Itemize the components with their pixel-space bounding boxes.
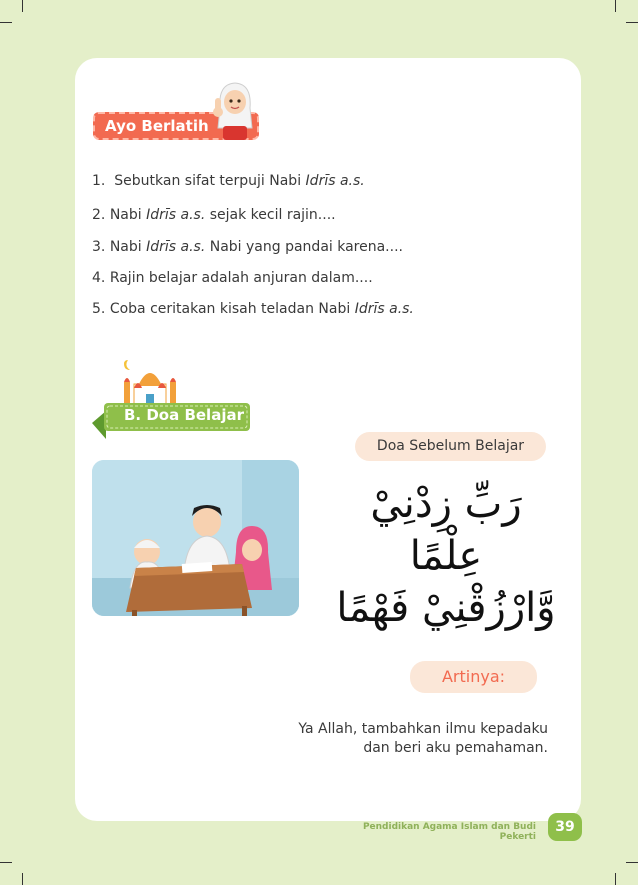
arabic-prayer xyxy=(330,478,562,631)
mosque-icon xyxy=(118,352,182,408)
question-text-after: Nabi yang pandai karena.... xyxy=(209,239,403,255)
crop-mark xyxy=(22,0,23,12)
crop-mark xyxy=(22,873,23,885)
question-2 xyxy=(92,207,336,223)
translation-line-2: dan beri aku pemahaman. xyxy=(363,740,548,756)
arabic-line-1: رَبِّ زِدْنِيْ عِلْمًا xyxy=(370,481,522,579)
question-5 xyxy=(92,301,414,317)
crop-mark xyxy=(0,22,12,23)
crop-mark xyxy=(615,873,616,885)
question-number: 2. xyxy=(92,207,106,223)
footer-book-title: Pendidikan Agama Islam dan Budi Pekerti xyxy=(362,822,536,842)
question-number: 4. xyxy=(92,270,106,286)
question-name: Idrīs a.s. xyxy=(354,301,414,317)
question-number: 5. xyxy=(92,301,106,317)
prayer-title-pill xyxy=(355,432,546,461)
prayer-title: Doa Sebelum Belajar xyxy=(376,438,525,454)
ayo-berlatih-label: Ayo Berlatih xyxy=(105,117,209,135)
question-number: 3. xyxy=(92,239,106,255)
question-text: Coba ceritakan kisah teladan Nabi xyxy=(109,301,351,317)
translation-line-1: Ya Allah, tambahkan ilmu kepadaku xyxy=(298,721,548,737)
crop-mark xyxy=(0,862,12,863)
prayer-translation xyxy=(260,720,548,758)
question-4 xyxy=(92,270,373,286)
crop-mark xyxy=(626,22,638,23)
section-b-title: B. Doa Belajar xyxy=(124,406,244,424)
meaning-pill xyxy=(410,661,537,693)
question-name: Idrīs a.s. xyxy=(146,239,206,255)
question-text: Sebutkan sifat terpuji Nabi xyxy=(114,173,302,189)
student-girl-illustration xyxy=(210,78,260,142)
question-text-after: sejak kecil rajin.... xyxy=(209,207,336,223)
question-text: Nabi xyxy=(109,207,142,223)
page-number: 39 xyxy=(548,813,582,841)
question-1 xyxy=(92,173,365,189)
question-3 xyxy=(92,239,403,255)
question-text: Rajin belajar adalah anjuran dalam.... xyxy=(109,270,373,286)
crop-mark xyxy=(615,0,616,12)
question-number: 1. xyxy=(92,173,106,189)
question-text: Nabi xyxy=(109,239,142,255)
arabic-line-2: وَّارْزُقْنِيْ فَهْمًا xyxy=(336,585,556,631)
crop-mark xyxy=(626,862,638,863)
meaning-label: Artinya: xyxy=(441,667,506,686)
classroom-prayer-illustration xyxy=(92,460,299,616)
question-name: Idrīs a.s. xyxy=(146,207,206,223)
question-name: Idrīs a.s. xyxy=(305,173,365,189)
